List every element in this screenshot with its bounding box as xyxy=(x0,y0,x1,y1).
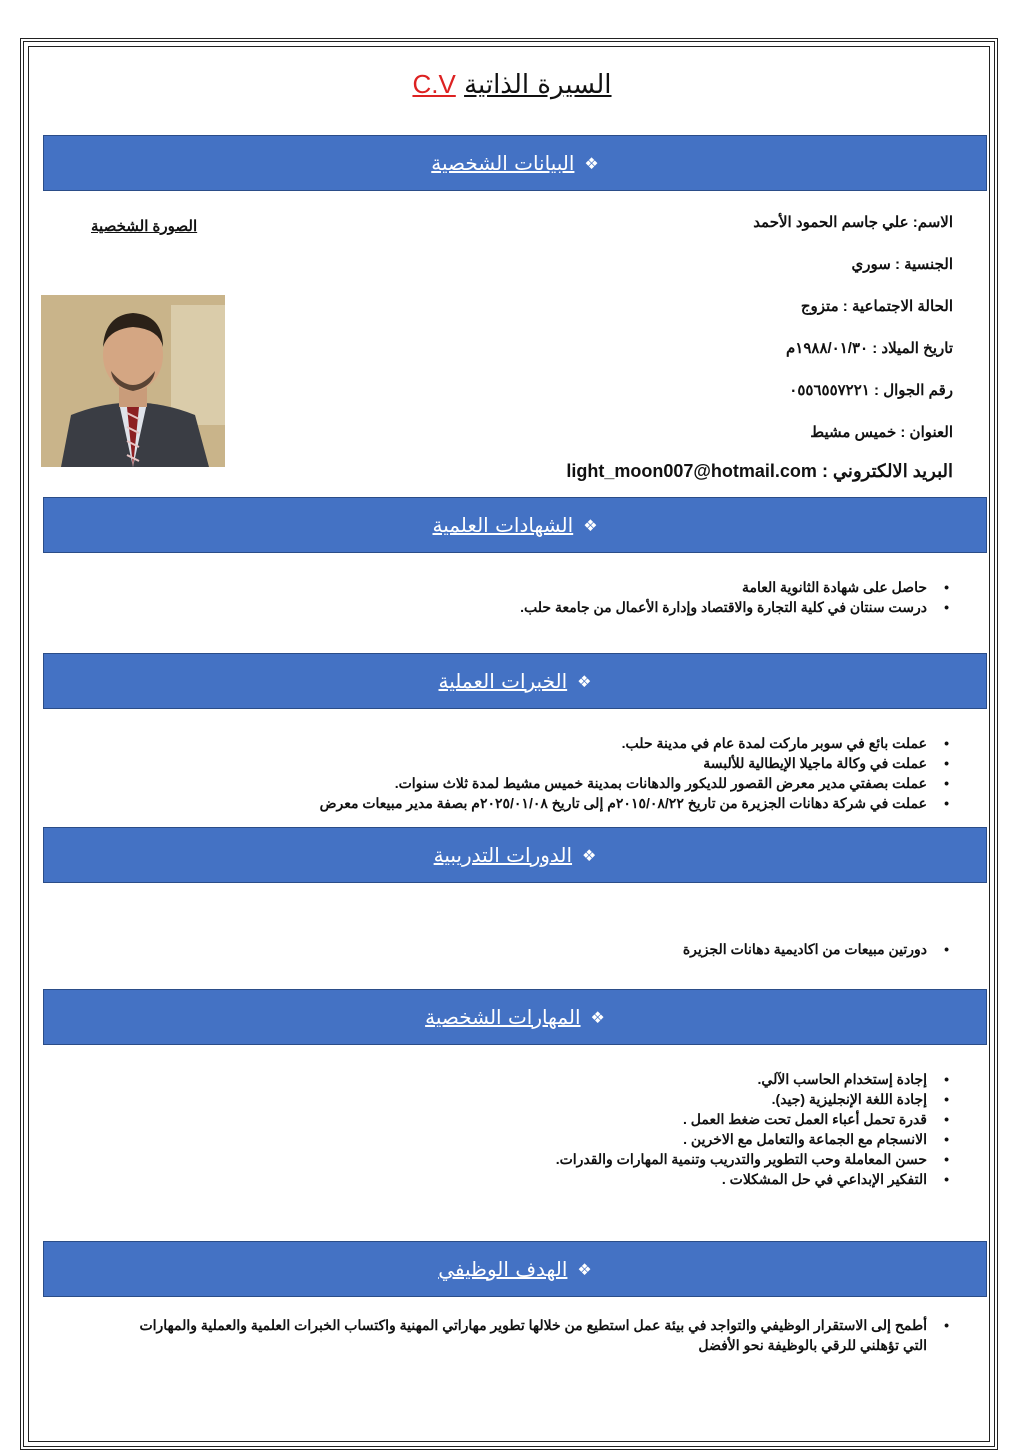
address-field: العنوان : خميس مشيط xyxy=(810,424,953,441)
mobile-field: رقم الجوال : ٠٥٥٦٥٥٧٢٢١ xyxy=(789,382,953,399)
page-title xyxy=(29,69,989,100)
list-item: • عملت في شركة دهانات الجزيرة من تاريخ ٢٠١٥/٠٨/٢٢م إلى تاريخ ٢٠٢٥/٠١/٠٨م بصفة مدير مبيعات معرض xyxy=(320,793,953,813)
diamond-icon: ❖ xyxy=(577,1259,592,1279)
section-title: البيانات الشخصية xyxy=(431,151,575,175)
list-item: • قدرة تحمل أعباء العمل تحت ضغط العمل . xyxy=(556,1109,953,1129)
personal-info xyxy=(353,213,953,483)
birth-field: تاريخ الميلاد : ١٩٨٨/٠١/٣٠م xyxy=(785,340,953,357)
diamond-icon: ❖ xyxy=(577,671,592,691)
courses-list xyxy=(683,939,953,959)
title-arabic: السيرة الذاتية xyxy=(464,70,612,100)
section-band-courses xyxy=(43,827,987,883)
objective-list xyxy=(133,1315,953,1355)
list-item: • عملت في وكالة ماجيلا الإيطالية للألبسة xyxy=(320,753,953,773)
diamond-icon: ❖ xyxy=(590,1007,605,1027)
list-item: • درست سنتان في كلية التجارة والاقتصاد وإدارة الأعمال من جامعة حلب. xyxy=(520,597,953,617)
diamond-icon: ❖ xyxy=(584,153,599,173)
email-address[interactable]: light_moon007@hotmail.com xyxy=(566,461,817,481)
cv-page xyxy=(20,38,998,1450)
list-item: • أطمح إلى الاستقرار الوظيفي والتواجد في بيئة عمل استطيع من خلالها تطوير مهاراتي المهنية واكتساب الخبرات العلمية والعملية والمهارات التي تؤهلني للرقي بالوظيفة نحو الأفضل xyxy=(133,1315,953,1355)
list-item: • حسن المعاملة وحب التطوير والتدريب وتنمية المهارات والقدرات. xyxy=(556,1149,953,1169)
certificates-list xyxy=(520,577,953,617)
email-label: البريد الالكتروني : xyxy=(821,461,953,481)
section-band-objective xyxy=(43,1241,987,1297)
section-title: الهدف الوظيفي xyxy=(438,1257,568,1281)
photo-label: الصورة الشخصية xyxy=(91,218,198,235)
diamond-icon: ❖ xyxy=(582,845,597,865)
name-field: الاسم: علي جاسم الحمود الأحمد xyxy=(753,214,953,231)
section-title: الشهادات العلمية xyxy=(432,513,574,537)
section-title: الخبرات العملية xyxy=(438,669,568,693)
list-item: • عملت بائع في سوبر ماركت لمدة عام في مدينة حلب. xyxy=(320,733,953,753)
list-item: • التفكير الإبداعي في حل المشكلات . xyxy=(556,1169,953,1189)
list-item: • الانسجام مع الجماعة والتعامل مع الاخرين . xyxy=(556,1129,953,1149)
list-item: • إجادة اللغة الإنجليزية (جيد). xyxy=(556,1089,953,1109)
experience-list xyxy=(320,733,953,813)
section-band-skills xyxy=(43,989,987,1045)
title-english: C.V xyxy=(412,69,456,99)
section-title: المهارات الشخصية xyxy=(425,1005,581,1029)
list-item: • حاصل على شهادة الثانوية العامة xyxy=(520,577,953,597)
list-item: • إجادة إستخدام الحاسب الآلي. xyxy=(556,1069,953,1089)
email-field xyxy=(566,461,953,482)
cv-inner-border xyxy=(28,46,990,1442)
list-item: • عملت بصفتي مدير معرض القصور للديكور والدهانات بمدينة خميس مشيط لمدة ثلاث سنوات. xyxy=(320,773,953,793)
skills-list xyxy=(556,1069,953,1189)
diamond-icon: ❖ xyxy=(583,515,598,535)
section-title: الدورات التدريبية xyxy=(433,843,573,867)
section-band-certificates xyxy=(43,497,987,553)
person-portrait-icon xyxy=(41,295,225,467)
list-item: • دورتين مبيعات من اكاديمية دهانات الجزيرة xyxy=(683,939,953,959)
section-band-experience xyxy=(43,653,987,709)
profile-photo xyxy=(41,295,225,467)
marital-field: الحالة الاجتماعية : متزوج xyxy=(800,298,953,315)
nationality-field: الجنسية : سوري xyxy=(851,256,953,273)
section-band-personal xyxy=(43,135,987,191)
